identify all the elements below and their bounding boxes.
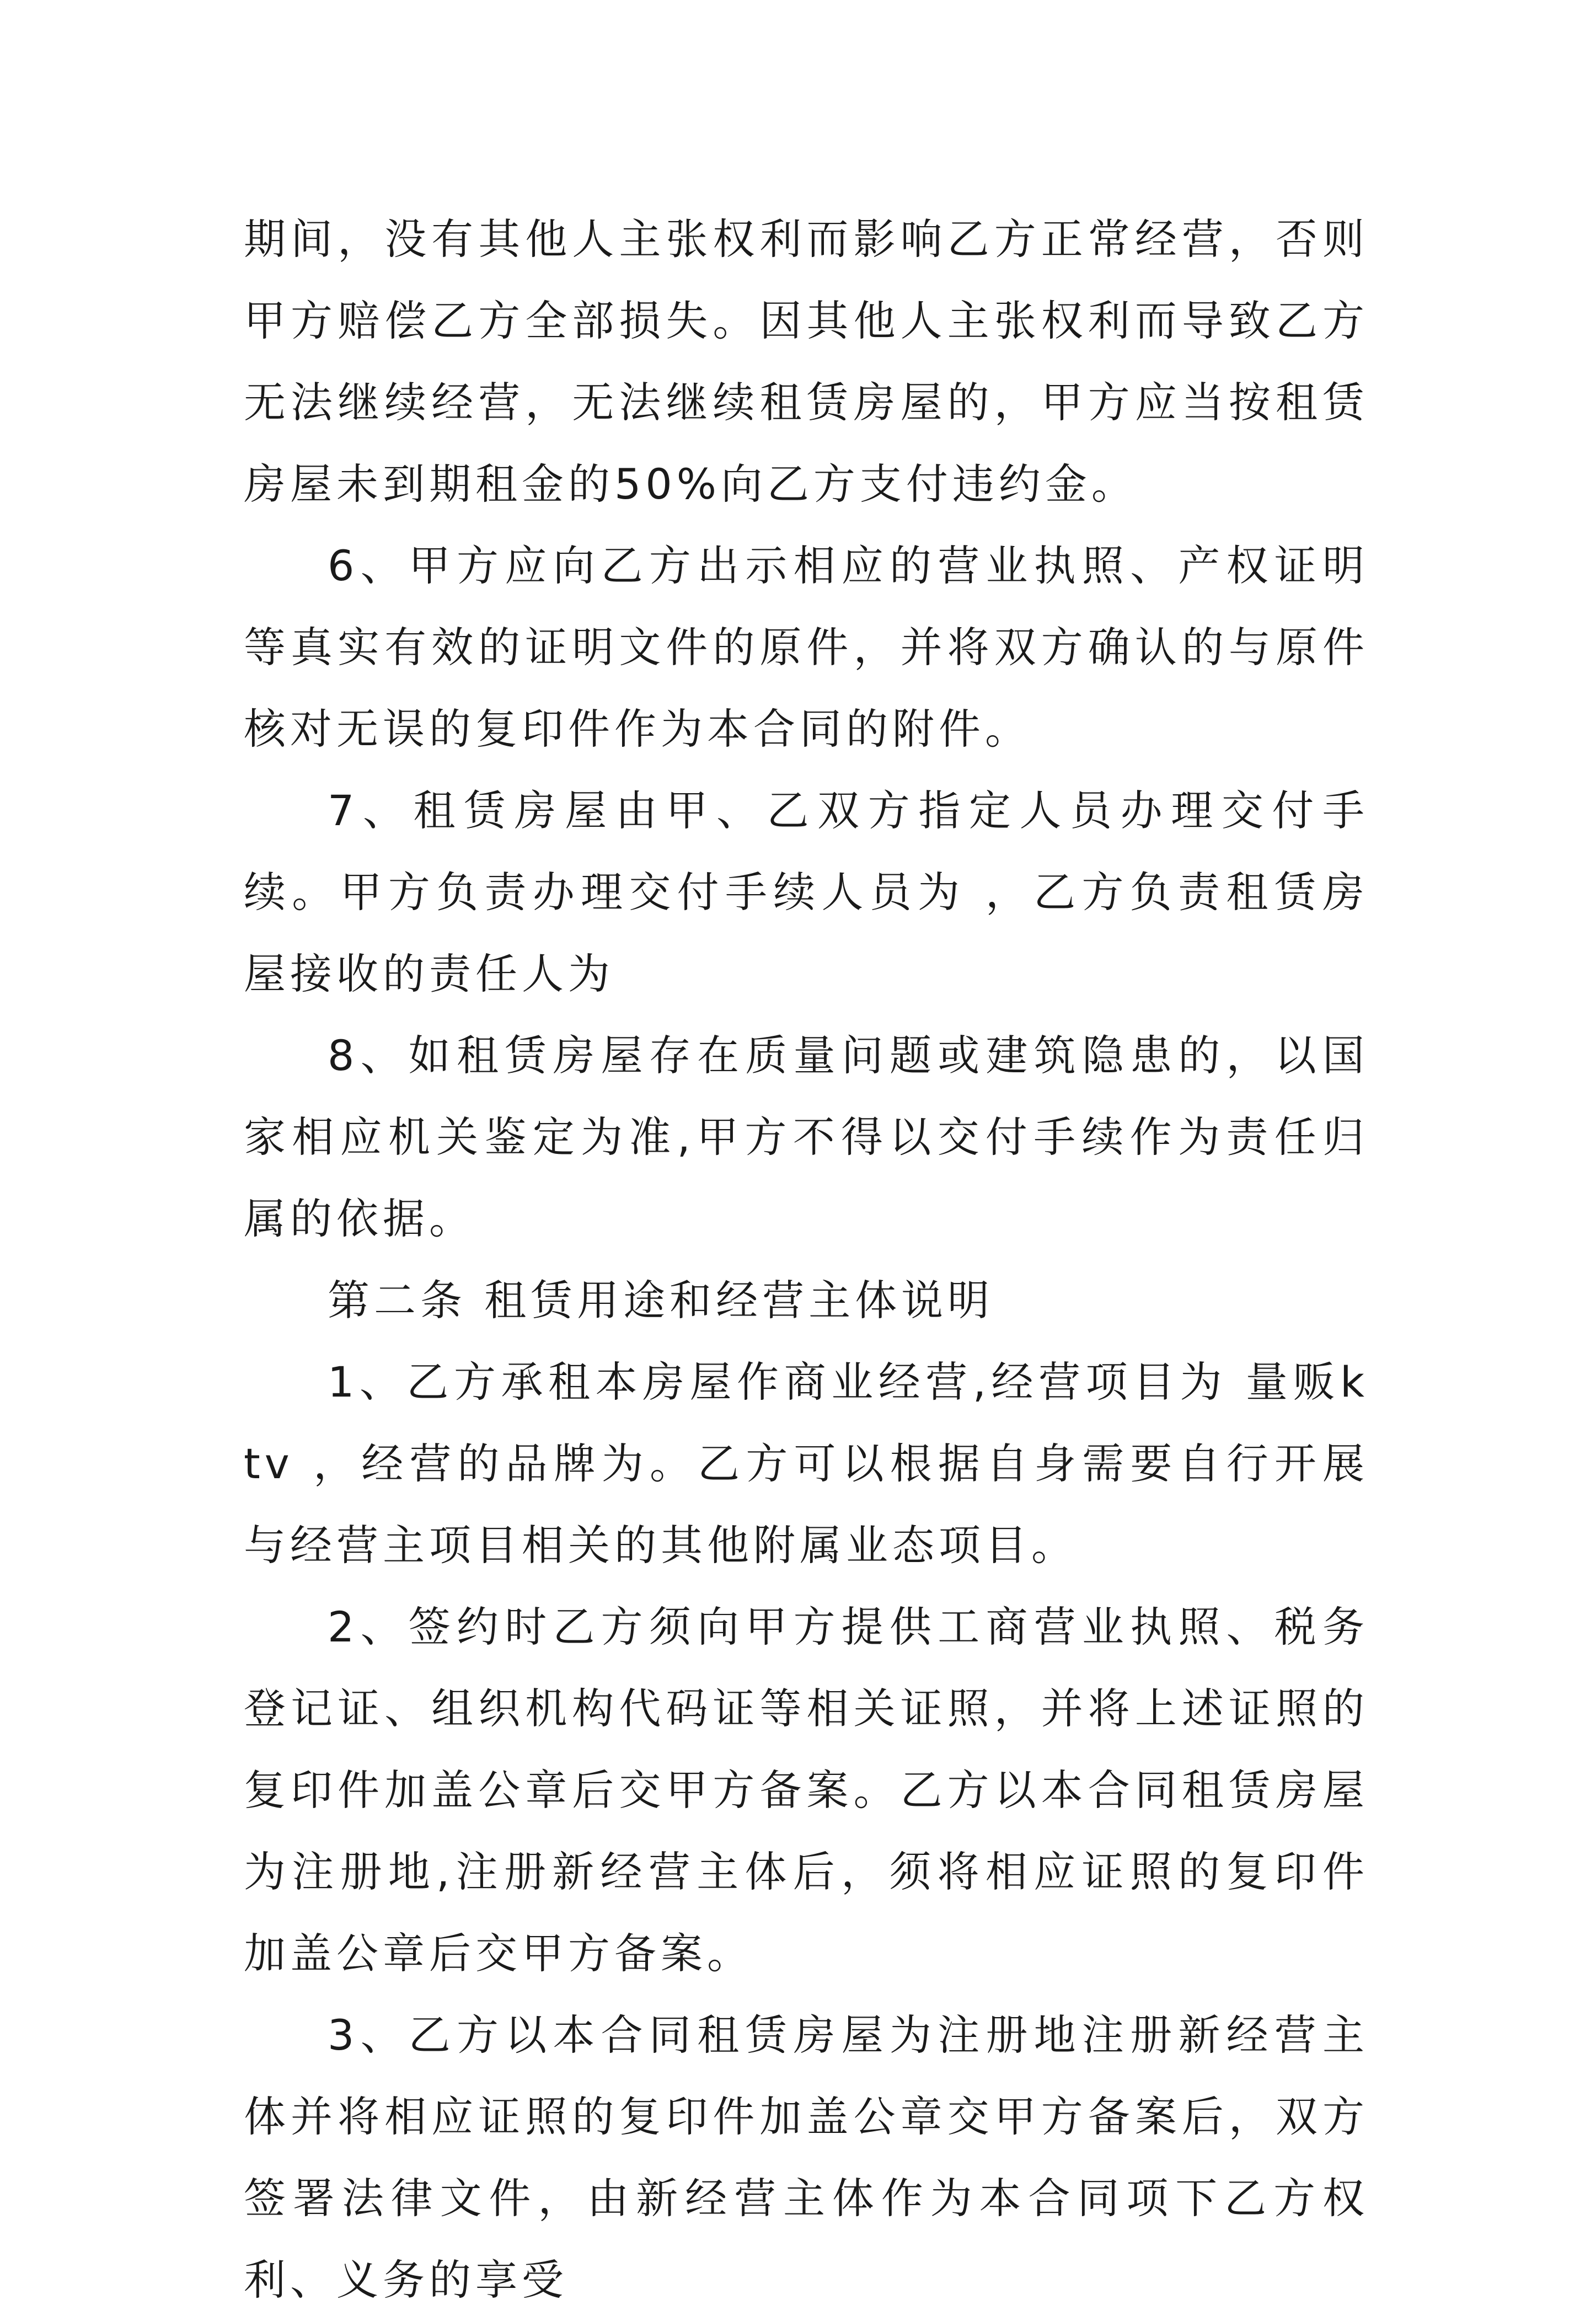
paragraph-continuation: 期间，没有其他人主张权利而影响乙方正常经营，否则甲方赔偿乙方全部损失。因其他人主张权利而导致乙方无法继续经营，无法继续租赁房屋的，甲方应当按租赁房屋未到期租金的50%向乙方支付违约金。 (244, 215, 1369, 509)
paragraph-article-2-clause-2: 2、签约时乙方须向甲方提供工商营业执照、税务登记证、组织机构代码证等相关证照，并将上述证照的复印件加盖公章后交甲方备案。乙方以本合同租赁房屋为注册地,注册新经营主体后，须将相应证照的复印件加盖公章后交甲方备案。 (244, 1602, 1369, 1978)
paragraph-clause-8: 8、如租赁房屋存在质量问题或建筑隐患的，以国家相应机关鉴定为准,甲方不得以交付手续作为责任归属的依据。 (244, 1031, 1369, 1243)
paragraph-article-2-clause-1: 1、乙方承租本房屋作商业经营,经营项目为 量贩ktv ，经营的品牌为。乙方可以根据自身需要自行开展与经营主项目相关的其他附属业态项目。 (244, 1357, 1369, 1570)
section-heading-article-2: 第二条 租赁用途和经营主体说明 (328, 1276, 994, 1325)
paragraph-clause-6: 6、甲方应向乙方出示相应的营业执照、产权证明等真实有效的证明文件的原件，并将双方确认的与原件核对无误的复印件作为本合同的附件。 (244, 541, 1369, 753)
paragraph-article-2-clause-3: 3、乙方以本合同租赁房屋为注册地注册新经营主体并将相应证照的复印件加盖公章交甲方备案后，双方签署法律文件，由新经营主体作为本合同项下乙方权利、义务的享受 (244, 2010, 1369, 2304)
paragraph-clause-7: 7、租赁房屋由甲、乙双方指定人员办理交付手续。甲方负责办理交付手续人员为 ，乙方负责租赁房屋接收的责任人为 (244, 786, 1369, 998)
document-body (244, 199, 1369, 2321)
